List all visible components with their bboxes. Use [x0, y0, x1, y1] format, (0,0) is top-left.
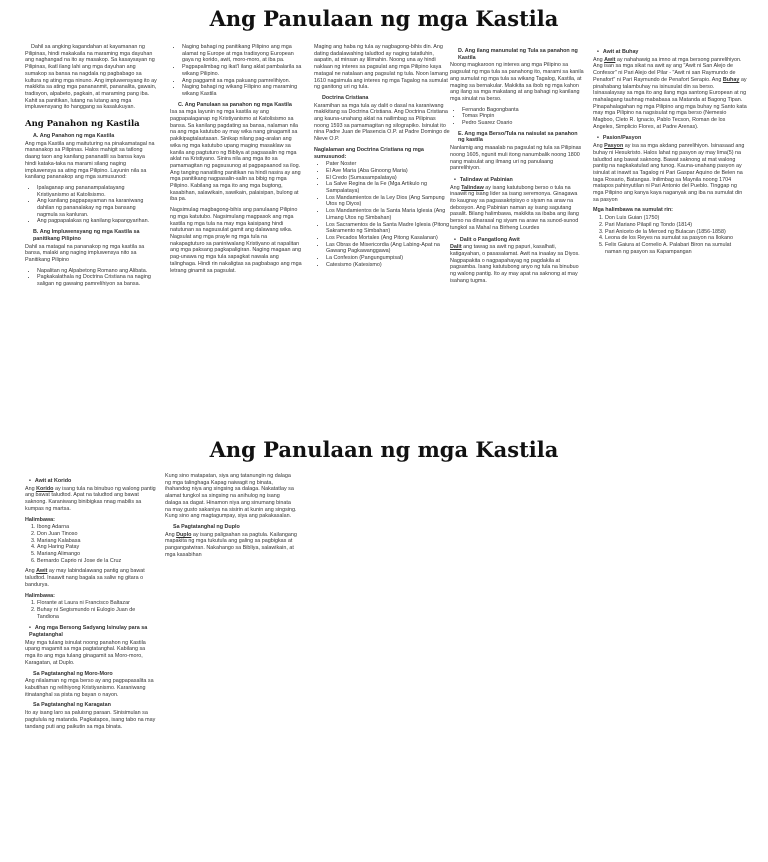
body-paragraph: Ang Awit ay may labindalawang pantig ang bawat taludtod. Inaawit nang bagala sa saliw ng gitara o bandurya. — [25, 568, 145, 588]
list-item: • Tomas Pinpin — [462, 113, 584, 120]
list-item: • El Ave Maria (Aba Ginoong Maria) — [326, 168, 450, 175]
subsection-heading: Halimbawa: — [25, 592, 55, 599]
body-paragraph: Ang Pasyon ay isa sa mga akdang panrelihiyon. Isinasaad ang buhay ni Hesukristo. Halos lahat ng pasyon ay may lima(5) na taludtod ang bawat saknong. Bawat saknong at mat walong pantig na nagkakatulad ang tunog. Kauna-unahang pasyon ay isinulat at inawit sa Tagalog ni Pari Gaspar Aquino de Belen na taga Rosario, Batangas. Inilimbag sa Maynila noong 1704 matapos pahinyutilan ni Pari Antonio del Pueblo. Tinggap ng mga Pilipino ang kanya kaya naganyak ang iba na sumulat din sa pasyon — [593, 143, 745, 203]
bullet-heading: • Dalit o Pangatlong Awit — [450, 237, 584, 244]
page-title: Ang Panulaan ng mga Kastila — [209, 6, 559, 31]
body-paragraph: Dalit ang tawag sa awit ng papuri, kasalhati, katigayahan, o pasasalamat. Awit na inaalay sa Diyos. Nagpapakita o nagpapahayag ng pagdakila at pagsamba. Isang katutubong anyo ng tula na binubuo ng walong pantig. Ito ay may apat na saknong at may isahang tugma. — [450, 244, 580, 284]
list-item: 1. Ibong Adarna — [37, 524, 157, 531]
subsection-heading: Doctrina Cristiana — [322, 94, 369, 101]
column-3 — [314, 44, 450, 273]
list-item: • Las Obras de Misericordia (Ang Labing-Apat na Gawang Pagkawanggawa) — [326, 242, 450, 255]
subsection-heading: D. Ang ilang manunulat ng Tula sa panahon ng Kastila — [458, 48, 578, 61]
list-item: 6. Bernardo Caprio ni Jose de la Cruz — [37, 558, 157, 565]
bullet-heading: • Talindaw at Pabinian — [450, 177, 584, 184]
page-title-2: Ang Panulaan ng mga Kastila — [209, 437, 559, 462]
list-item: 2. Don Juan Tinoso — [37, 531, 157, 538]
bullet-heading: • Ang mga Bersong Sadyang Isinulay para sa Pagtatanghal — [25, 625, 157, 638]
subsection-heading: C. Ang Panulaan sa panahon ng mga Kastila — [178, 101, 292, 108]
bullet-list — [450, 107, 584, 127]
list-item: • Pedro Suarez Osario — [462, 120, 584, 127]
numbered-list — [593, 215, 747, 255]
numbered-list — [25, 600, 157, 620]
body-paragraph: Ang Talindaw ay isang katutubong berso o tula na inaawit ng isang lider sa isang seremonya. Ginagawa ito kaugnay sa pagsasakripisyo o siyam na araw na debosyon. Ang Pabinian naman ay isang sagutang pasalit. Bilang halimbawa, makikita sa ibaba ang ilang berso na dinarasal ng siyam na araw na sunod-sunod tungkol sa Mahal na Birheng Lourdes — [450, 184, 579, 231]
list-item: 2. Buhay ni Segismundo ni Eulogio Juan de Tandiona — [37, 607, 157, 620]
body-paragraph: Ito ay isang laro sa paluisng paraan. Sinisimulan sa pagtulula ng matanda. Pagkatapos, isang tabo na may tandang puti ang paikutin sa mga binata. — [25, 710, 156, 730]
subsection-heading: Halimbawa: — [25, 516, 55, 523]
list-item: 4. Ang Haring Patay — [37, 544, 157, 551]
body-paragraph: Ang Korido ay isang tula na binubuo ng walong pantig ang bawat taludtod. Apat na taludtod ang bawat saknong. Karaniwang binibigkas nnag mabilis sa kumpas ng martsa. — [25, 485, 156, 512]
list-item: • La Confesion (Pangungumpisal) — [326, 255, 450, 262]
list-item: 1. Don Luis Guian (1750) — [605, 215, 747, 222]
intro-paragraph: Dahil sa angking kagandahan at kayamanan ng Pilipinas, hindi makakaila na maraming mga dayuhan ang naghangad na ito ay masakop. Sa kasaysayan ng Pilipinas, ikatl ilang lahi ang mga dayuhan ang sumakop sa bansa na nagdala ng pagbabago sa kultura ng ating mga ninuno. Ang impluwensyang ito ay makikita sa ating mga panananmit, pananalita, gawain, tradisyon, alpabeto, pagkain, at maraming pang iba. Kahit sa panitikan, lutang na lutang ang mga impluwensyang ito hanggang sa kasalukuyan. — [25, 44, 157, 111]
body-paragraph: Karamihan sa mga tula ay dalit o dasal na karaniwang makikitang sa Doctrina Cristiana. Ang Doctrina Cristiana ang kauna-unahang aklat na nailimbag sa Pilipinas noong 1593 sa pamamagitan ng silograpiko. Isinulat ito nina Padre Juan de Plasencia O.P. at Padre Domingo de Nieve O.P. — [314, 102, 450, 143]
list-item: • Ipalaganap ang pananampalatayang Kristiyanismo at Katolisismo. — [37, 185, 157, 198]
column-7 — [165, 473, 297, 562]
body-paragraph: Isa sa mga layunin ng mga kastila ay ang pagpapalaganap ng Kristiyanismo at Katolisismo sa bansa. Sa kanilang pagdating sa bansa, nalaman nila na ang mga katutubo ay may wika nang ginagamit sa pakikipagtalastasan. Sinikap nilang pag-aralan ang wika ng mga katutubo upang maging masaklaw sa kanila ang pagtuturo ng Bibliya at pagsasalin ng mga aklat na Kristiyano. Sinira nila ang mga ito sa pamamagitan ng pagsusunog at pagpapaanod sa ilog. Ang tanging nanatiling panitikan na hindi nasira ay ang mga panitikang nagpasalin-salin sa bibig ng mga Pilipino. Kabilang sa mga ito ang mga bugtong, kasabihan, salawikain, sawikain, palaisipan, bulong at iba pa. — [170, 109, 301, 203]
list-item: 3. Mariang Kalabasa — [37, 538, 157, 545]
body-paragraph: May mga tulang isinulat noong panahon ng Kastila upang magamit sa mga pagtatanghal. Kabilang sa mga ito ang mga tulang ginagamit sa Moro-moro, Karagatan, at Duplo. — [25, 639, 146, 666]
list-item: • Catesismo (Katesismo) — [326, 262, 450, 269]
column-1 — [25, 44, 157, 292]
subsection-heading: E. Ang mga Berso/Tula na naisulat sa panahon ng kastila — [458, 130, 578, 144]
list-item: • Pagkakalathala ng Doctrina Cristiana na naging saligan ng gawaing pamrelihiyon sa bansa. — [37, 274, 157, 287]
body-paragraph: Ang Duplo ay isang paligsahan sa pagtula. Kailangang mapakita ng mga tukutula ang galing sa pagbigkas at pangangatwiran. Nakahango sa Bibliya, salawikain, at mga kasabihan — [165, 531, 297, 558]
numbered-list — [25, 524, 157, 564]
column-5 — [593, 44, 747, 259]
list-item: 5. Felix Gaiura at Cornelio A. Palabari Biron na sumulat naman ng pasyon sa Kapampangan — [605, 242, 747, 255]
list-item: • La Salve Regina de la Fe (Mga Artikulo ng Sampalataya) — [326, 181, 450, 194]
list-item: 2. Pari Mariano Pilapil ng Tondo (1814) — [605, 222, 747, 229]
body-paragraph: Nanlamig ang maaalab na pagsulat ng tula sa Pilipinas noong 1605, ngunit muli itong nanumbalik noong 1800 nang maisulat ang ilmang uri ng panulaang panrelihiyon. — [450, 145, 582, 172]
list-item: • Los Pecados Mortales (Ang Pitong Kasalanan) — [326, 235, 450, 242]
list-item: 3. Pari Aniceto de la Merced ng Bulacan (1856-1858) — [605, 229, 747, 236]
body-paragraph: Ang nilalaman ng mga berso ay ang pagpapasalita sa kabutihan ng relihiyong Kristiyanismo. Karaniwang itinatanghal sa pista ng bayan o nayon. — [25, 678, 154, 698]
section-heading: Ang Panahon ng Kastila — [25, 119, 140, 130]
bullet-list — [25, 185, 157, 225]
list-item: • Los Mandamientos de la Santa Maria Iglesia (Ang Limang Utos ng Simbahan) — [326, 208, 450, 221]
list-item: 1. Florante at Laura ni Francisco Baltazar — [37, 600, 157, 607]
subsection-heading: Mga halimbawa na sumulat rin: — [593, 207, 673, 214]
subsection-heading: Sa Pagtatanghal ng Duplo — [173, 523, 240, 530]
bullet-list — [314, 161, 450, 268]
body-paragraph: Nagsimulag magbagong-bihis ang panulaang Pilipino ng mga katutubo. Nagsimulang magpasok ang mga kastila ng mga tula na may mga kaisipang hindi natutunan sa nagsusulat gamit ang dalawang wika. Nagsulat ang mga prayle ng mga tula na nakapagtuturo sa paniniwalang Kristiyano at napalitan ang mga paksang pagkapaligiran. Naging magaan ang pag-unawa ng mga tula sapagkat nawala ang talinghaga. Hindi rin nakaligtas sa pagbabago ang mga letrang ginamit sa pagsulat. — [170, 207, 302, 274]
subsection-heading: Sa Pagtatanghal ng Karagatan — [33, 702, 111, 709]
list-item: • Pagpapalimbag ng ikat'l ilang aklat pambalarila sa wikang Pilipino. — [182, 64, 302, 77]
subsection-heading: A. Ang Panahon ng mga Kastila — [33, 133, 115, 140]
bullet-heading: • Pasion/Pasyon — [593, 135, 747, 142]
bullet-heading: • Awit at Buhay — [593, 49, 747, 56]
subsection-heading: B. Ang Impluwensyang ng mga Kastila sa panitikang Pilipino — [33, 229, 140, 242]
subsection-heading: Sa Pagtatanghal ng Moro-Moro — [33, 670, 113, 677]
list-item: • Pater Noster — [326, 161, 450, 168]
bullet-list — [25, 268, 157, 288]
list-item: • Ang pagpapalakas ng kanilang kapangyarihan. — [37, 218, 157, 225]
list-item: 5. Mariang Alimango — [37, 551, 157, 558]
list-item: • Ang paggamit sa mga pakuang pamrelihiyon. — [182, 78, 302, 85]
list-item: • Fernando Bagongbanta — [462, 107, 584, 114]
list-item: • Naging bahagi ng panitikang Pilipino ang mga alamat ng Europe at mga tradisyong European gaya ng korido, awit, moro-moro, at iba pa. — [182, 44, 302, 64]
list-item: • Los Mandamientos de la Ley Dios (Ang Sampung Utos ng Diyos) — [326, 195, 450, 208]
list-item: • Los Sacramentos de la Santa Madre Iglesia (Pitong Sakramento ng Simbahan) — [326, 222, 450, 235]
bullet-list — [170, 44, 302, 98]
list-item: • Napalitan ng Alpabetong Romano ang Alibata. — [37, 268, 157, 275]
body-paragraph: Kung sino matapatan, siya ang tatanungin ng dalaga ng mga talinghaga Kapag naiwagit ng binata, ihahandog niya ang singsing sa dalaga. Nakatatlay sa alamat tungkol sa singsing na anihulog ng isang dalaga sa dagat. Hinamon niya ang sinumang binata na may gusto sakaniya na sisirin at kunin ang singsing. Kung sino ang magtagumpay, siya ang pakakasalan. — [165, 473, 297, 520]
body-paragraph: Ang mga Kastila ang maituturing na pinakamatagal na mananakop sa Pilipinas. Halos mahigit sa tatlong daang taon ang kanilang pananatili sa bansa kaya hindi kataka-taka na marami silang naging impluwensya sa ating mga Pilipino. Layunin nila sa kanilang pananakop ang mga sumusunod: — [25, 140, 155, 181]
body-paragraph: Dahil sa matagal na pananakop ng mga kastila sa bansa, malaki ang naging impluwensya nito sa Panitikang Pilipino — [25, 243, 145, 263]
column-2 — [170, 44, 302, 278]
bullet-heading: • Awit at Korido — [25, 478, 157, 485]
list-item: • Naging bahagi ng wikang Filipino ang maraming wikang Kastila — [182, 84, 302, 97]
list-item: 4. Leona de los Reyes na sumulat sa pasyon na Ilokano — [605, 235, 747, 242]
column-4 — [450, 44, 584, 289]
column-6 — [25, 473, 157, 734]
body-paragraph: Ang Awit ay nahahawig sa imno at mga bersong panrelihiyon. Ang isan sa mga sikat na awit ay ang "Awit ni San Alejo de Confesor" ni Pari Alejo del Pilar - "Awit ni san Raymundo de Penafort" ni Pari Raymundo de Penafort Serapio. Ang Buhay ay pinahabang talambuhay na isinusulat din sa berso. Isinasalaysay sa mga ito ang ilang mga santong European at ng mahalagang tauhnag mababasa sa Matanda at Bagong Tipan. Pinapahalagahan ng mga Pilipino ang mga buhay ng Santo kata may mga Pilipino na nagsisulat ng mga berso (Nemesio Magboo, Cleto R. Ignacio, Pablo Tecson, Roman de los Angeles, Simplicio Flores, at Padre Arenas). — [593, 56, 747, 130]
list-item: • El Credo (Sumasampalataya) — [326, 175, 450, 182]
body-paragraph: Noong magkaroon ng interes ang mga Pilipino sa pagsulat ng mga tula sa panahong ito, marami sa kanila ang sumulat ng mga tula sa wikang Tagalog, Kastila, at maging sa bernakular. Makikita sa ibob ng mga kahon ang ilang sa mga makatang at ang bahagi ng kanilang mga sinulat na berso. — [450, 62, 584, 102]
list-item: • Ang kanilang pagpapayaman na karaniwang dahilan ng pananalakay ng mga bansang nagmula sa kanluran. — [37, 198, 157, 218]
subsection-heading: Naglalaman ang Doctrina Cristiana ng mga sumusunod: — [314, 146, 424, 160]
body-paragraph: Maging ang haba ng tula ay nagbagong-bihis din. Ang dating dadalawahing taludtod ay naging tatatluhin, aapatin, at minsan ay lilimahin. Noong una ay hindi naklaan ng interes sa pagsulat ang mga Pilipino kaya matagal ne natalaan ang pagsulat ng tula. Noon lamang 1610 nagsimula ang interes ng mga Tagalog na sumulat ng ganitong uri ng tula. — [314, 44, 448, 91]
